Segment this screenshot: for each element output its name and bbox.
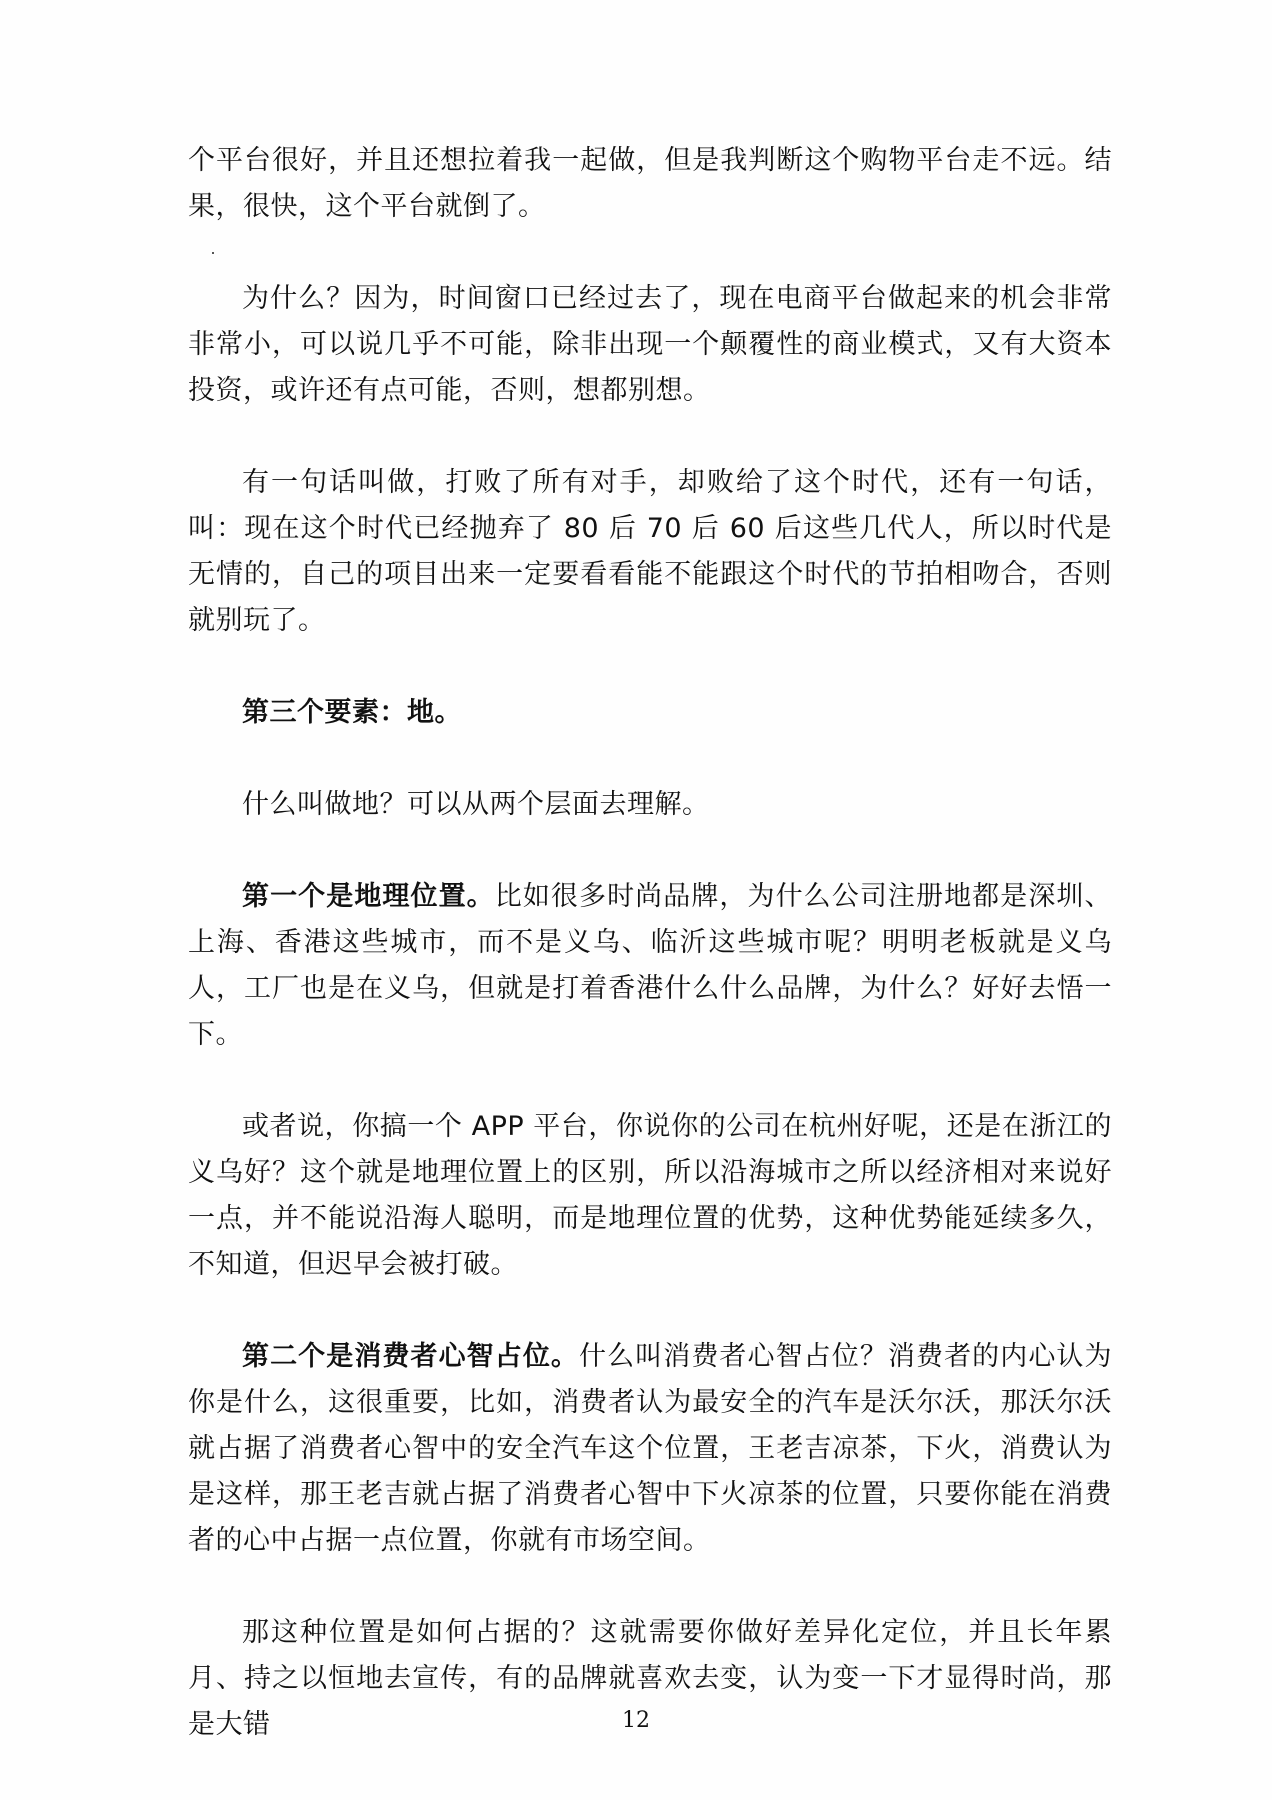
- paragraph: [188, 276, 1112, 414]
- section-heading: [188, 690, 1112, 736]
- paragraph-lead: 第二个是消费者心智占位。: [242, 1341, 579, 1372]
- paragraph: [188, 1104, 1112, 1288]
- paragraph: [188, 1334, 1112, 1564]
- paragraph-text: 什么叫消费者心智占位？消费者的内心认为你是什么，这很重要，比如，消费者认为最安全的汽车是沃尔沃，那沃尔沃就占据了消费者心智中的安全汽车这个位置，王老吉凉茶，下火，消费认为是这样，那王老吉就占据了消费者心智中下火凉茶的位置，只要你能在消费者的心中占据一点位置，你就有市场空间。: [188, 1341, 1112, 1556]
- paragraph-text: 比如很多时尚品牌，为什么公司注册地都是深圳、上海、香港这些城市，而不是义乌、临沂这些城市呢？明明老板就是义乌人，工厂也是在义乌，但就是打着香港什么什么品牌，为什么？好好去悟一下。: [188, 881, 1112, 1050]
- paragraph-text: 或者说，你搞一个 APP 平台，你说你的公司在杭州好呢，还是在浙江的义乌好？这个就是地理位置上的区别，所以沿海城市之所以经济相对来说好一点，并不能说沿海人聪明，而是地理位置的优势，这种优势能延续多久，不知道，但迟早会被打破。: [188, 1111, 1112, 1280]
- paragraph-lead: 第一个是地理位置。: [242, 881, 495, 912]
- body-text: [188, 138, 1112, 1794]
- heading-text: 第三个要素：地。: [242, 697, 462, 728]
- paragraph: [188, 874, 1112, 1058]
- paragraph-text: 那这种位置是如何占据的？这就需要你做好差异化定位，并且长年累月、持之以恒地去宣传，有的品牌就喜欢去变，认为变一下才显得时尚，那是大错: [188, 1617, 1112, 1740]
- paragraph: [188, 460, 1112, 644]
- page-number: 12: [622, 1708, 650, 1733]
- paragraph-text: 为什么？因为，时间窗口已经过去了，现在电商平台做起来的机会非常非常小，可以说几乎不可能，除非出现一个颠覆性的商业模式，又有大资本投资，或许还有点可能，否则，想都别想。: [188, 283, 1112, 406]
- paragraph-text: 个平台很好，并且还想拉着我一起做，但是我判断这个购物平台走不远。结果，很快，这个平台就倒了。: [188, 145, 1112, 222]
- paragraph-continuation: [188, 138, 1112, 230]
- paragraph-text: 什么叫做地？可以从两个层面去理解。: [242, 789, 710, 820]
- paragraph-text: 有一句话叫做，打败了所有对手，却败给了这个时代，还有一句话，叫：现在这个时代已经抛弃了 80 后 70 后 60 后这些几代人，所以时代是无情的，自己的项目出来一定要看看能不能跟这个时代的节拍相吻合，否则就别玩了。: [188, 467, 1112, 636]
- paragraph: [188, 782, 1112, 828]
